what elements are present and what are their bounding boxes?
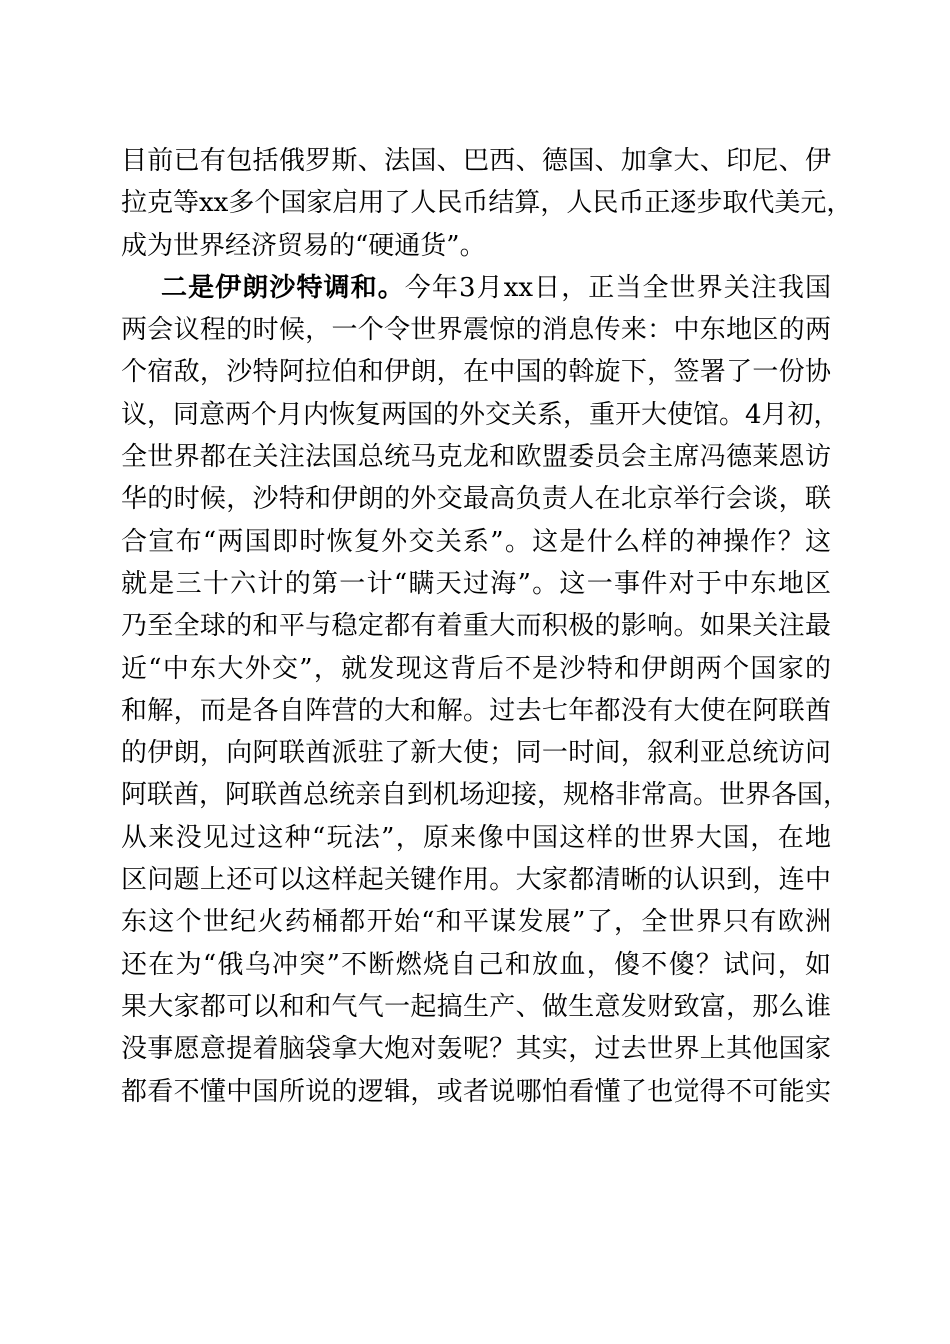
text-line: 就是三十六计的第一计“瞒天过海”。这一事件对于中东地区 (121, 568, 831, 599)
body-text (121, 140, 853, 1113)
text-line: 目前已有包括俄罗斯、法国、巴西、德国、加拿大、印尼、伊 (121, 146, 831, 176)
text-line: 还在为“俄乌冲突”不断燃烧自己和放血，傻不傻？试问，如 (121, 949, 831, 980)
text-line: 东这个世纪火药桶都开始“和平谋发展”了，全世界只有欧洲 (121, 907, 831, 938)
text-line: 阿联酋，阿联酋总统亲自到机场迎接，规格非常高。世界各国， (121, 780, 850, 811)
text-line: 近“中东大外交”，就发现这背后不是沙特和伊朗两个国家的 (121, 653, 831, 684)
text-line: 个宿敌，沙特阿拉伯和伊朗，在中国的斡旋下，签署了一份协 (121, 357, 831, 388)
text-line: 议，同意两个月内恢复两国的外交关系，重开大使馆。4月初， (121, 399, 840, 430)
text-line: 从来没见过这种“玩法”，原来像中国这样的世界大国，在地 (121, 822, 831, 853)
text-line: 果大家都可以和和气气一起搞生产、做生意发财致富，那么谁 (121, 991, 831, 1022)
text-line: 和解，而是各自阵营的大和解。过去七年都没有大使在阿联酋 (121, 695, 831, 726)
text-line: 合宣布“两国即时恢复外交关系”。这是什么样的神操作？这 (121, 526, 831, 557)
paragraph-2 (121, 267, 850, 1113)
paragraph-heading: 二是伊朗沙特调和。 (161, 272, 405, 303)
text-line: 全世界都在关注法国总统马克龙和欧盟委员会主席冯德莱恩访 (121, 442, 831, 473)
text-line: 两会议程的时候，一个令世界震惊的消息传来：中东地区的两 (121, 315, 831, 346)
text-line: 华的时候，沙特和伊朗的外交最高负责人在北京举行会谈，联 (121, 484, 831, 515)
first-line-text: 今年3月xx日，正当全世界关注我国 (404, 272, 831, 303)
text-line: 区问题上还可以这样起关键作用。大家都清晰的认识到，连中 (121, 865, 831, 896)
text-line-first (121, 267, 831, 309)
text-line: 拉克等xx多个国家启用了人民币结算，人民币正逐步取代美元， (121, 188, 853, 219)
paragraph-1 (121, 140, 853, 267)
text-line: 成为世界经济贸易的“硬通货”。 (121, 230, 486, 261)
text-line: 的伊朗，向阿联酋派驻了新大使；同一时间，叙利亚总统访问 (121, 738, 831, 769)
text-line: 乃至全球的和平与稳定都有着重大而积极的影响。如果关注最 (121, 611, 831, 642)
text-line: 都看不懂中国所说的逻辑，或者说哪怕看懂了也觉得不可能实 (121, 1076, 831, 1107)
text-line: 没事愿意提着脑袋拿大炮对轰呢？其实，过去世界上其他国家 (121, 1034, 831, 1065)
